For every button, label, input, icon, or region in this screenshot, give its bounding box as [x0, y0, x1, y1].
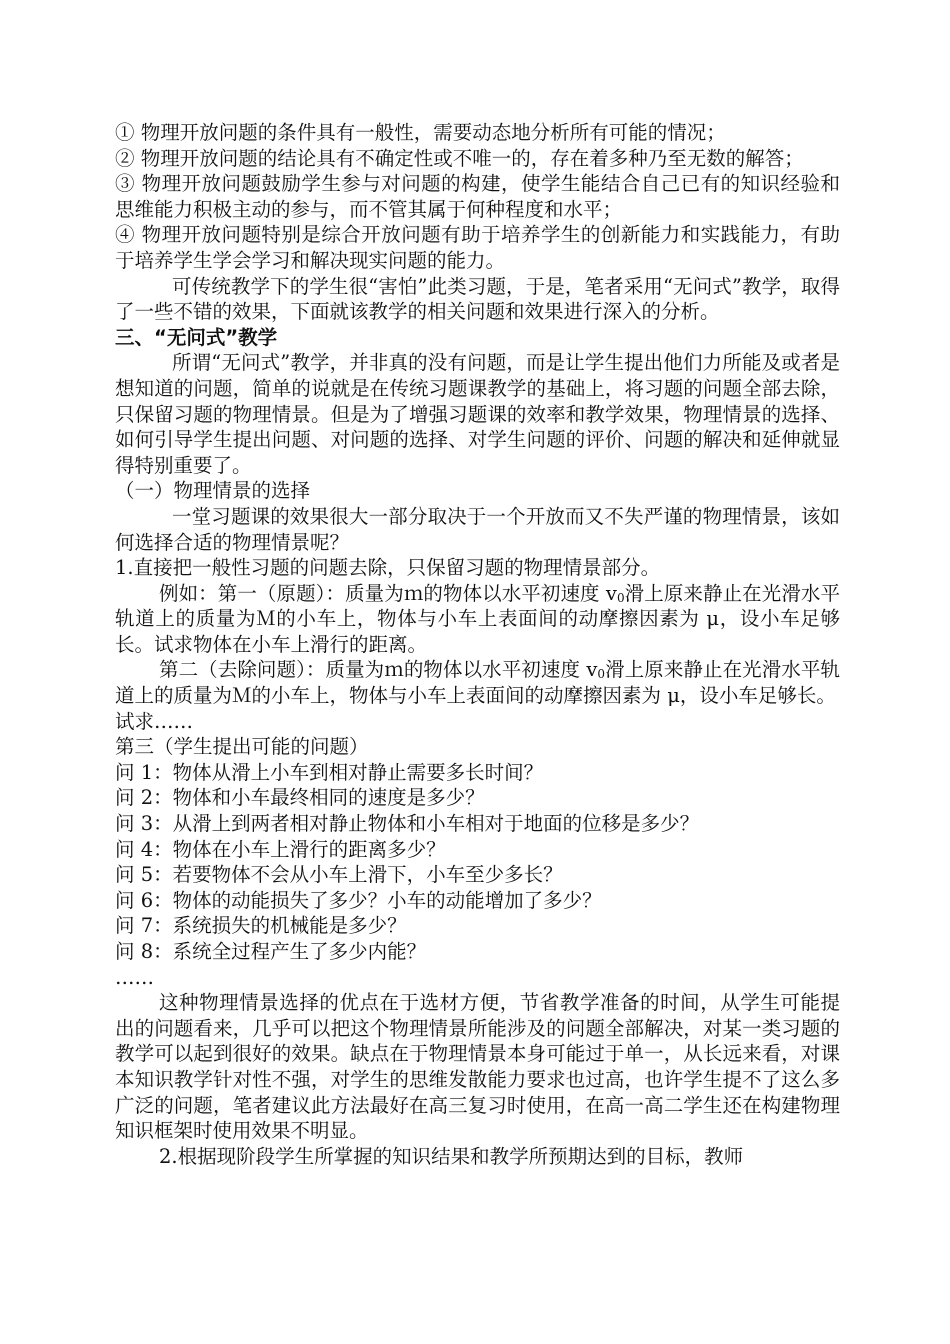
question-item: 问 7：系统损失的机械能是多少？ [115, 914, 407, 938]
list-item: ③ 物理开放问题鼓励学生参与对问题的构建，使学生能结合自己已有的知识经验和思维能力积极主动的参与，而不管其属于何种程度和水平； [115, 172, 840, 221]
question-item: 问 4：物体在小车上滑行的距离多少？ [115, 837, 446, 861]
document-page [115, 120, 840, 1169]
try-ask: 试求…… [115, 709, 194, 733]
subheading: （一）物理情景的选择 [115, 479, 311, 503]
intro-paragraph: 可传统教学下的学生很“害怕”此类习题，于是，笔者采用“无问式”教学，取得了一些不错的效果，下面就该教学的相关问题和效果进行深入的分析。 [115, 274, 840, 324]
list-item: ④ 物理开放问题特别是综合开放问题有助于培养学生的创新能力和实践能力，有助于培养学生学会学习和解决现实问题的能力。 [115, 223, 840, 272]
subscript-zero: 0 [597, 667, 605, 682]
question-item: 问 6：物体的动能损失了多少？小车的动能增加了多少？ [115, 888, 602, 912]
question-item: 问 1：物体从滑上小车到相对静止需要多长时间？ [115, 760, 544, 784]
analysis-paragraph: 这种物理情景选择的优点在于选材方便，节省教学准备的时间，从学生可能提出的问题看来，几乎可以把这个物理情景所能涉及的问题全部解决，对某一类习题的教学可以起到很好的效果。缺点在于物理情景本身可能过于单一，从长远来看，对课本知识教学针对性不强，对学生的思维发散能力要求也过高，也许学生提不了这么多广泛的问题，笔者建议此方法最好在高三复习时使用，在高一高二学生还在构建物理知识框架时使用效果不明显。 [115, 991, 840, 1143]
question-item: 问 8：系统全过程产生了多少内能？ [115, 940, 427, 963]
section-paragraph: 所谓“无问式”教学，并非真的没有问题，而是让学生提出他们力所能及或者是想知道的问题，简单的说就是在传统习题课教学的基础上，将习题的问题全部去除，只保留习题的物理情景。但是为了增强习题课的效率和教学效果，物理情景的选择、如何引导学生提出问题、对问题的选择、对学生问题的评价、问题的解决和延伸就显得特别重要了。 [115, 351, 840, 477]
method-1: 1.直接把一般性习题的问题去除，只保留习题的物理情景部分。 [115, 556, 661, 580]
example-original-text: 例如：第一（原题）：质量为ｍ的物体以水平初速度 v [159, 581, 617, 605]
example-removed-text-rest: 滑上原来静止在光滑水平轨道上的质量为Ｍ的小车上，物体与小车上表面间的动摩擦因素为 μ，设小车足够长。 [115, 658, 840, 708]
section-heading: 三、“无问式”教学 [115, 325, 278, 349]
example-original [115, 581, 840, 658]
example-original-text-rest: 滑上原来静止在光滑水平轨道上的质量为Ｍ的小车上，物体与小车上表面间的动摩擦因素为 μ，设小车足够长。试求物体在小车上滑行的距离。 [115, 581, 840, 656]
subsection-paragraph: 一堂习题课的效果很大一部分取决于一个开放而又不失严谨的物理情景，该如何选择合适的物理情景呢？ [115, 504, 840, 554]
example-removed [115, 657, 840, 708]
list-item: ① 物理开放问题的条件具有一般性，需要动态地分析所有可能的情况； [115, 121, 726, 144]
example-removed-text: 第二（去除问题）：质量为ｍ的物体以水平初速度 v [159, 658, 598, 682]
question-item: 问 2：物体和小车最终相同的速度是多少？ [115, 786, 485, 810]
third-heading: 第三（学生提出可能的问题） [115, 735, 369, 759]
subscript-zero: 0 [616, 590, 625, 605]
method-2: 2.根据现阶段学生所掌握的知识结果和教学所预期达到的目标，教师 [159, 1144, 744, 1168]
question-item: 问 3：从滑上到两者相对静止物体和小车相对于地面的位移是多少？ [115, 812, 700, 836]
ellipsis: …… [115, 965, 154, 989]
question-item: 问 5：若要物体不会从小车上滑下，小车至少多长？ [115, 863, 563, 887]
list-item: ② 物理开放问题的结论具有不确定性或不唯一的，存在着多种乃至无数的解答； [115, 146, 804, 170]
